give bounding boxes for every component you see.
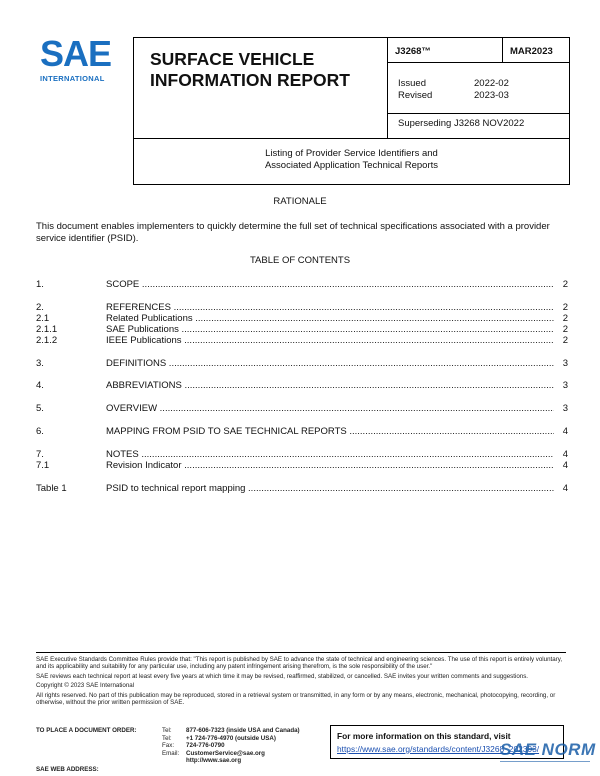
standard-link[interactable]: https://www.sae.org/standards/content/J3268_202303/	[337, 744, 540, 754]
doc-number: J3268™	[395, 46, 431, 57]
revised-label: Revised	[398, 90, 433, 101]
rationale-heading: RATIONALE	[273, 196, 327, 207]
toc-entry[interactable]: 7. NOTES ..... 4	[36, 449, 568, 461]
sae-norm-watermark: SAE NORM	[500, 740, 600, 776]
rationale-text: This document enables implementers to quickly determine the full set of technical specifications associated with a provider service identifier (PSID).	[36, 221, 550, 244]
toc-entry[interactable]: 2.1.1 SAE Publications ..... 2	[36, 324, 568, 336]
revised-value: 2023-03	[474, 90, 509, 101]
toc-entry[interactable]: 5. OVERVIEW ..... 3	[36, 403, 568, 415]
sae-logo-subtitle: INTERNATIONAL	[40, 74, 105, 83]
issued-value: 2022-02	[474, 78, 509, 89]
sae-logo	[40, 33, 120, 92]
report-type-title: SURFACE VEHICLE INFORMATION REPORT	[150, 49, 350, 90]
order-label: TO PLACE A DOCUMENT ORDER:	[36, 727, 137, 734]
sae-website[interactable]: http://www.sae.org	[186, 757, 242, 765]
customer-service-email[interactable]: CustomerService@sae.org	[186, 749, 265, 757]
web-address-label: SAE WEB ADDRESS:	[36, 766, 99, 773]
toc-entry[interactable]: 3. DEFINITIONS ..... 3	[36, 358, 568, 370]
toc-entry[interactable]: 2.1 Related Publications ..... 2	[36, 313, 568, 325]
document-title: Listing of Provider Service Identifiers and Associated Application Technical Reports	[264, 148, 439, 171]
toc-entry[interactable]: 1. SCOPE ..... 2	[36, 279, 568, 291]
toc-entry[interactable]: 6. MAPPING FROM PSID TO SAE TECHNICAL REPORTS ..... 4	[36, 426, 568, 438]
more-info-text: For more information on this standard, visit	[337, 731, 511, 741]
doc-date: MAR2023	[510, 46, 553, 57]
sae-logo-mark: SAE	[40, 33, 112, 74]
issued-label: Issued	[398, 78, 426, 89]
toc-entry[interactable]: 4. ABBREVIATIONS ..... 3	[36, 380, 568, 392]
footer-notice: SAE Executive Standards Committee Rules provide that: "This report is published by SAE to advance the state of technical and engineering sciences. The use of this report is entirely voluntary, and its applicability and suitability for any particular use, including any patent infringement arising therefrom, is the sole responsibility of the user." SAE reviews each technical report at least every five years at which time it may be revised, reaffirmed, stabilized, or cancelled. SAE invites your written comments and suggestions. Copyright © 2023 SAE International All rights reserved. No part of this publication may be reproduced, stored in a retrieval system or transmitted, in any form or by any means, electronic, mechanical, photocopying, recording, or otherwise, without the prior written permission of SAE.	[36, 656, 563, 707]
toc-entry[interactable]: 2. REFERENCES ..... 2	[36, 302, 568, 314]
toc-entry[interactable]: 2.1.2 IEEE Publications ..... 2	[36, 335, 568, 347]
toc-heading: TABLE OF CONTENTS	[249, 255, 351, 266]
superseding: Superseding J3268 NOV2022	[398, 118, 525, 129]
order-contacts: Tel: 877-606-7323 (inside USA and Canada) Tel: +1 724-776-4970 (outside USA) Fax: 724-776-0790 Email: CustomerService@sae.org http://www.sae.org	[162, 727, 300, 765]
toc-entry[interactable]: Table 1 PSID to technical report mapping ..... 4	[36, 483, 568, 495]
toc-entry[interactable]: 7.1 Revision Indicator ..... 4	[36, 460, 568, 472]
footer-divider	[36, 652, 566, 653]
